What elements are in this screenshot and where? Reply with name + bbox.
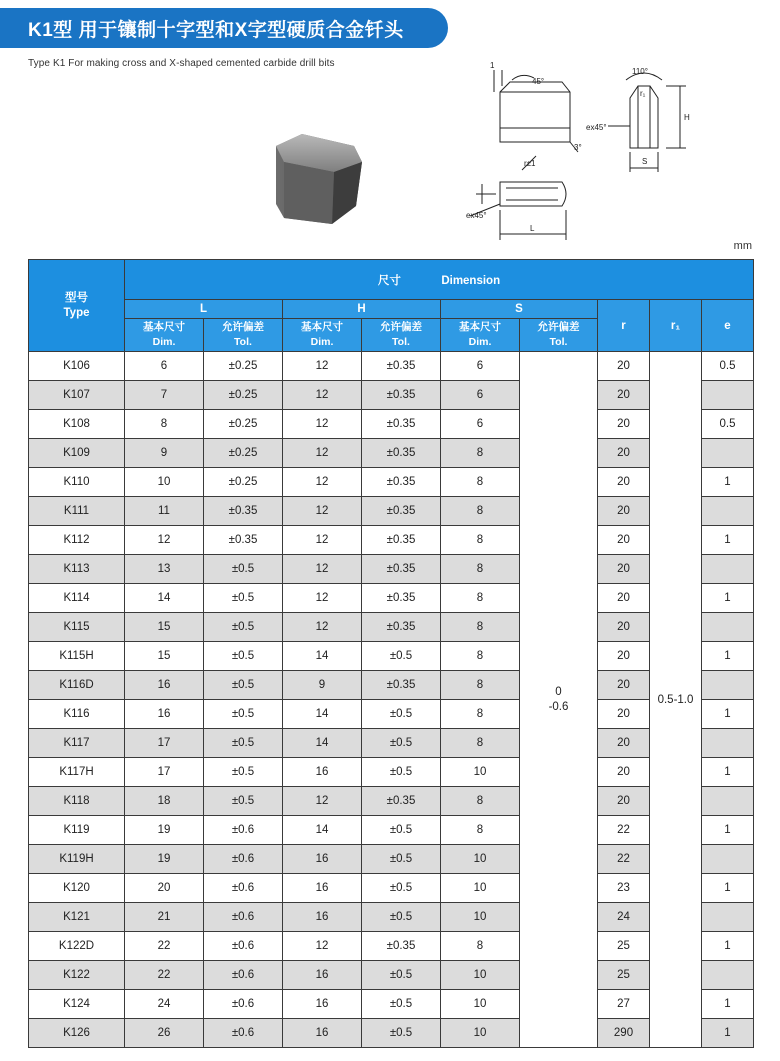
cell-l-tol: ±0.6	[204, 961, 283, 990]
cell-r: 25	[598, 932, 650, 961]
cell-type: K107	[29, 381, 125, 410]
table-row	[29, 439, 754, 468]
cell-s-dim: 8	[441, 468, 520, 497]
cell-l-tol: ±0.6	[204, 845, 283, 874]
cell-type: K124	[29, 990, 125, 1019]
cell-type: K117H	[29, 758, 125, 787]
header-e: e	[702, 300, 754, 352]
table-row	[29, 1019, 754, 1048]
unit-label: mm	[733, 240, 752, 252]
drawing-label-3deg: 3°	[574, 143, 582, 152]
cell-l-tol: ±0.5	[204, 555, 283, 584]
cell-h-tol: ±0.5	[362, 1019, 441, 1048]
cell-h-dim: 14	[283, 729, 362, 758]
cell-l-tol: ±0.35	[204, 497, 283, 526]
table-row	[29, 845, 754, 874]
table-row	[29, 584, 754, 613]
cell-e	[702, 439, 754, 468]
drawing-label-1: 1	[490, 61, 495, 70]
cell-l-tol: ±0.5	[204, 700, 283, 729]
table-row	[29, 642, 754, 671]
cell-type: K115H	[29, 642, 125, 671]
cell-l-tol: ±0.5	[204, 729, 283, 758]
cell-l-tol: ±0.25	[204, 352, 283, 381]
cell-l-dim: 15	[125, 642, 204, 671]
table-row	[29, 816, 754, 845]
cell-l-dim: 19	[125, 845, 204, 874]
cell-h-tol: ±0.5	[362, 729, 441, 758]
cell-s-dim: 8	[441, 671, 520, 700]
cell-s-dim: 10	[441, 758, 520, 787]
cell-type: K112	[29, 526, 125, 555]
cell-s-dim: 8	[441, 642, 520, 671]
cell-s-dim: 10	[441, 961, 520, 990]
cell-h-tol: ±0.5	[362, 874, 441, 903]
cell-e: 1	[702, 874, 754, 903]
cell-h-dim: 16	[283, 758, 362, 787]
cell-r: 290	[598, 1019, 650, 1048]
cell-type: K109	[29, 439, 125, 468]
header-l-tol: 允许偏差 Tol.	[204, 319, 283, 352]
cell-type: K113	[29, 555, 125, 584]
cell-e: 1	[702, 642, 754, 671]
cell-l-dim: 24	[125, 990, 204, 1019]
cell-s-dim: 8	[441, 613, 520, 642]
cell-r: 20	[598, 381, 650, 410]
table-row	[29, 903, 754, 932]
cell-h-tol: ±0.5	[362, 816, 441, 845]
cell-r: 20	[598, 526, 650, 555]
drawing-label-ex45-bottom: ex45°	[466, 211, 487, 220]
page-title	[0, 8, 448, 48]
cell-s-dim: 8	[441, 584, 520, 613]
cell-s-dim: 10	[441, 874, 520, 903]
table-row	[29, 961, 754, 990]
cell-l-dim: 10	[125, 468, 204, 497]
cell-s-dim: 8	[441, 497, 520, 526]
cell-r: 20	[598, 468, 650, 497]
cell-type: K117	[29, 729, 125, 758]
cell-r: 20	[598, 671, 650, 700]
cell-l-tol: ±0.6	[204, 990, 283, 1019]
cell-s-dim: 8	[441, 700, 520, 729]
cell-e	[702, 671, 754, 700]
cell-h-dim: 16	[283, 1019, 362, 1048]
cell-l-dim: 12	[125, 526, 204, 555]
cell-type: K119H	[29, 845, 125, 874]
table-row	[29, 787, 754, 816]
cell-h-tol: ±0.5	[362, 700, 441, 729]
cell-e	[702, 903, 754, 932]
cell-s-dim: 8	[441, 787, 520, 816]
cell-h-tol: ±0.35	[362, 787, 441, 816]
cell-h-tol: ±0.35	[362, 410, 441, 439]
cell-l-dim: 16	[125, 671, 204, 700]
table-row	[29, 497, 754, 526]
cell-r: 23	[598, 874, 650, 903]
header-l: L	[125, 300, 283, 319]
cell-h-tol: ±0.35	[362, 439, 441, 468]
cell-type: K120	[29, 874, 125, 903]
table-row	[29, 758, 754, 787]
cell-s-dim: 10	[441, 990, 520, 1019]
cell-r: 20	[598, 758, 650, 787]
cell-l-dim: 15	[125, 613, 204, 642]
cell-h-dim: 12	[283, 381, 362, 410]
cell-e	[702, 497, 754, 526]
technical-drawing	[462, 56, 702, 246]
header-dimension: 尺寸 Dimension	[125, 260, 754, 300]
header-l-dim: 基本尺寸 Dim.	[125, 319, 204, 352]
drawing-label-ex45-top: ex45°	[586, 123, 607, 132]
cell-h-tol: ±0.35	[362, 932, 441, 961]
table-row	[29, 468, 754, 497]
cell-l-tol: ±0.5	[204, 584, 283, 613]
cell-l-tol: ±0.25	[204, 410, 283, 439]
cell-e: 1	[702, 816, 754, 845]
cell-l-tol: ±0.6	[204, 874, 283, 903]
cell-e: 1	[702, 1019, 754, 1048]
drawing-label-r1: r₁	[640, 89, 646, 98]
cell-s-dim: 10	[441, 903, 520, 932]
cell-r: 20	[598, 613, 650, 642]
cell-s-dim: 8	[441, 729, 520, 758]
cell-type: K106	[29, 352, 125, 381]
cell-r: 27	[598, 990, 650, 1019]
cell-l-dim: 8	[125, 410, 204, 439]
cell-l-dim: 26	[125, 1019, 204, 1048]
cell-type: K115	[29, 613, 125, 642]
cell-r: 20	[598, 439, 650, 468]
cell-e: 0.5	[702, 352, 754, 381]
cell-type: K119	[29, 816, 125, 845]
cell-h-tol: ±0.5	[362, 642, 441, 671]
cell-l-dim: 7	[125, 381, 204, 410]
cell-h-dim: 12	[283, 613, 362, 642]
cell-e	[702, 787, 754, 816]
cell-h-tol: ±0.5	[362, 758, 441, 787]
header-type: 型号 Type	[29, 260, 125, 352]
cell-type: K122D	[29, 932, 125, 961]
table-row	[29, 613, 754, 642]
cell-h-dim: 12	[283, 352, 362, 381]
cell-s-dim: 6	[441, 381, 520, 410]
header-s-tol: 允许偏差 Tol.	[520, 319, 598, 352]
header-r: r	[598, 300, 650, 352]
cell-l-dim: 6	[125, 352, 204, 381]
cell-type: K116D	[29, 671, 125, 700]
cell-h-tol: ±0.35	[362, 584, 441, 613]
cell-r: 24	[598, 903, 650, 932]
drawing-label-45: 45°	[532, 77, 545, 86]
cell-l-tol: ±0.5	[204, 613, 283, 642]
cell-type: K121	[29, 903, 125, 932]
cell-l-tol: ±0.25	[204, 439, 283, 468]
cell-l-tol: ±0.25	[204, 381, 283, 410]
cell-h-tol: ±0.5	[362, 961, 441, 990]
header-h-dim: 基本尺寸 Dim.	[283, 319, 362, 352]
cell-r1: 0.5-1.0	[650, 352, 702, 1048]
cell-type: K114	[29, 584, 125, 613]
cell-e: 1	[702, 990, 754, 1019]
cell-s-dim: 10	[441, 845, 520, 874]
cell-l-dim: 17	[125, 758, 204, 787]
table-row	[29, 555, 754, 584]
cell-h-dim: 12	[283, 410, 362, 439]
cell-h-dim: 12	[283, 555, 362, 584]
cell-e: 1	[702, 584, 754, 613]
cell-type: K122	[29, 961, 125, 990]
cell-h-dim: 12	[283, 468, 362, 497]
cell-type: K116	[29, 700, 125, 729]
cell-s-dim: 6	[441, 352, 520, 381]
cell-l-tol: ±0.6	[204, 1019, 283, 1048]
cell-s-dim: 8	[441, 932, 520, 961]
cell-r: 20	[598, 584, 650, 613]
cell-h-tol: ±0.5	[362, 845, 441, 874]
cell-r: 20	[598, 700, 650, 729]
cell-e	[702, 729, 754, 758]
cell-l-dim: 14	[125, 584, 204, 613]
cell-r: 20	[598, 352, 650, 381]
table-row	[29, 526, 754, 555]
cell-l-tol: ±0.6	[204, 816, 283, 845]
cell-h-dim: 12	[283, 787, 362, 816]
cell-h-tol: ±0.35	[362, 671, 441, 700]
product-photo	[262, 124, 372, 232]
table-row	[29, 990, 754, 1019]
cell-s-dim: 8	[441, 816, 520, 845]
cell-h-dim: 12	[283, 497, 362, 526]
cell-h-dim: 9	[283, 671, 362, 700]
cell-h-dim: 12	[283, 932, 362, 961]
table-row	[29, 729, 754, 758]
cell-r: 20	[598, 787, 650, 816]
cell-s-tolerance: 0 -0.6	[520, 352, 598, 1048]
cell-r: 20	[598, 729, 650, 758]
cell-h-tol: ±0.5	[362, 990, 441, 1019]
cell-l-dim: 11	[125, 497, 204, 526]
cell-l-tol: ±0.25	[204, 468, 283, 497]
cell-r: 20	[598, 642, 650, 671]
cell-type: K110	[29, 468, 125, 497]
cell-l-tol: ±0.5	[204, 642, 283, 671]
cell-e: 1	[702, 526, 754, 555]
cell-h-dim: 16	[283, 845, 362, 874]
page-subtitle: Type K1 For making cross and X-shaped cemented carbide drill bits	[28, 58, 335, 69]
cell-type: K111	[29, 497, 125, 526]
table-row	[29, 671, 754, 700]
cell-h-dim: 14	[283, 642, 362, 671]
header-h: H	[283, 300, 441, 319]
cell-r: 20	[598, 497, 650, 526]
cell-h-tol: ±0.35	[362, 497, 441, 526]
cell-h-dim: 16	[283, 903, 362, 932]
cell-h-tol: ±0.35	[362, 613, 441, 642]
table-row	[29, 700, 754, 729]
cell-l-dim: 18	[125, 787, 204, 816]
page-title-text: K1型 用于镶制十字型和X字型硬质合金钎头	[28, 19, 404, 41]
header-s: S	[441, 300, 598, 319]
header-s-dim: 基本尺寸 Dim.	[441, 319, 520, 352]
cell-l-tol: ±0.6	[204, 932, 283, 961]
cell-s-dim: 8	[441, 555, 520, 584]
table-row	[29, 932, 754, 961]
cell-h-dim: 14	[283, 816, 362, 845]
table-row	[29, 874, 754, 903]
cell-h-dim: 16	[283, 990, 362, 1019]
drawing-label-s: S	[642, 157, 648, 166]
cell-type: K126	[29, 1019, 125, 1048]
drawing-label-110: 110°	[632, 67, 648, 76]
table-row	[29, 410, 754, 439]
cell-l-dim: 19	[125, 816, 204, 845]
cell-h-tol: ±0.35	[362, 555, 441, 584]
cell-s-dim: 6	[441, 410, 520, 439]
cell-s-dim: 10	[441, 1019, 520, 1048]
cell-r: 20	[598, 410, 650, 439]
cell-r: 20	[598, 555, 650, 584]
cell-e: 1	[702, 932, 754, 961]
cell-h-tol: ±0.35	[362, 381, 441, 410]
cell-type: K118	[29, 787, 125, 816]
cell-h-tol: ±0.35	[362, 526, 441, 555]
table-row	[29, 352, 754, 381]
header-r1: r₁	[650, 300, 702, 352]
cell-h-dim: 12	[283, 526, 362, 555]
cell-r: 22	[598, 816, 650, 845]
cell-h-dim: 14	[283, 700, 362, 729]
cell-l-tol: ±0.5	[204, 758, 283, 787]
cell-l-dim: 13	[125, 555, 204, 584]
cell-e	[702, 845, 754, 874]
cell-e	[702, 555, 754, 584]
cell-h-tol: ±0.35	[362, 468, 441, 497]
drawing-label-l: L	[530, 224, 535, 233]
cell-e	[702, 961, 754, 990]
cell-l-dim: 21	[125, 903, 204, 932]
cell-r: 25	[598, 961, 650, 990]
cell-e	[702, 613, 754, 642]
cell-r: 22	[598, 845, 650, 874]
cell-l-dim: 16	[125, 700, 204, 729]
cell-h-dim: 16	[283, 961, 362, 990]
cell-l-dim: 20	[125, 874, 204, 903]
cell-e: 1	[702, 468, 754, 497]
cell-h-dim: 12	[283, 439, 362, 468]
cell-type: K108	[29, 410, 125, 439]
specification-table	[28, 259, 754, 1048]
cell-e	[702, 381, 754, 410]
cell-h-dim: 16	[283, 874, 362, 903]
header-h-tol: 允许偏差 Tol.	[362, 319, 441, 352]
cell-h-tol: ±0.35	[362, 352, 441, 381]
cell-h-dim: 12	[283, 584, 362, 613]
cell-l-dim: 22	[125, 932, 204, 961]
cell-l-dim: 17	[125, 729, 204, 758]
cell-l-tol: ±0.6	[204, 903, 283, 932]
cell-l-tol: ±0.5	[204, 787, 283, 816]
cell-e: 0.5	[702, 410, 754, 439]
table-row	[29, 381, 754, 410]
drawing-label-r-pm1: r±1	[524, 159, 536, 168]
cell-l-dim: 9	[125, 439, 204, 468]
cell-l-tol: ±0.35	[204, 526, 283, 555]
cell-h-tol: ±0.5	[362, 903, 441, 932]
cell-s-dim: 8	[441, 439, 520, 468]
cell-e: 1	[702, 700, 754, 729]
cell-s-dim: 8	[441, 526, 520, 555]
drawing-label-h: H	[684, 113, 690, 122]
cell-l-dim: 22	[125, 961, 204, 990]
cell-e: 1	[702, 758, 754, 787]
cell-l-tol: ±0.5	[204, 671, 283, 700]
